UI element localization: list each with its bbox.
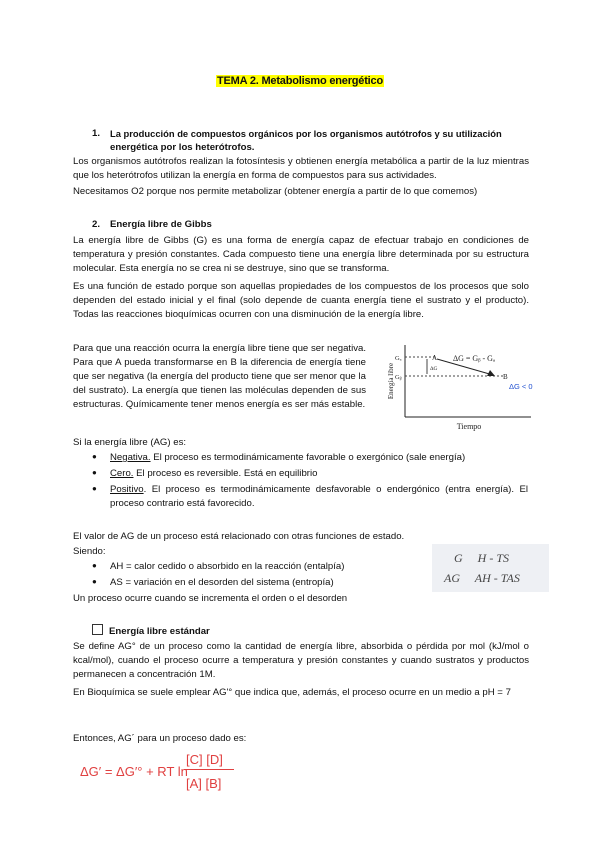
gibbs-sign-list (90, 451, 528, 511)
title-text: TEMA 2. Metabolismo energético (217, 75, 383, 87)
graph-dg-negative: ΔG < 0 (509, 382, 533, 391)
list-item (90, 467, 528, 481)
section2-number: 2. (92, 219, 101, 230)
section3-paragraph2: En Bioquímica se suele emplear AG'° que indica que, además, el proceso ocurre en un medio a pH = 7 (73, 687, 511, 698)
section3-paragraph3: Entonces, AG´ para un proceso dado es: (73, 733, 247, 744)
section1-heading (110, 127, 528, 155)
section1-paragraph2: Necesitamos O2 porque nos permite metabolizar (obtener energía a partir de lo que comemos) (73, 186, 478, 197)
list-item (90, 451, 528, 465)
equation-line1: G H - TS (454, 551, 510, 565)
graph-x-label: Tiempo (456, 422, 482, 431)
section3-heading-text: Energía libre estándar (109, 626, 210, 637)
list-item-text: El proceso es reversible. Está en equilibrio (133, 467, 318, 479)
equation-line2: AG AH - TAS (444, 571, 520, 585)
formula-lhs: ΔG′ = ΔG′° + RT ln (80, 764, 188, 779)
section2-paragraph2: Es una función de estado porque son aquellas propiedades de los compuestos de los procesos que solo dependen del estado inicial y el final (solo depende de cuanta energía tiene el sustrato y el producto). Todas las reacciones bioquímicas ocurren con una disminución de la energía libre. (73, 281, 529, 320)
section1-paragraph1: Los organismos autótrofos realizan la fotosíntesis y obtienen energía metabólica a partir de la luz mientras que los heterótrofos utilizan la energía en forma de compuestos para sus actividades. (73, 156, 529, 181)
formula-fraction-bar (184, 769, 234, 770)
graph-b-label: B (503, 373, 508, 381)
list-item-term: Positivo (110, 483, 144, 495)
list-item-text: . El proceso es termodinámicamente desfavorable o endergónico (entra energía). El proceso contrario está favorecido. (110, 483, 528, 509)
section1-heading-line2: energética por los heterótrofos. (110, 141, 255, 153)
gibbs-equations-box (432, 544, 549, 592)
section3-paragraph1: Se define AG° de un proceso como la cantidad de energía libre, absorbida o pérdida por mol (kJ/mol o kcal/mol), cuando el proceso ocurre a temperatura y presión constantes y cuando sustratos y productos permanecen a concentración 1M. (73, 641, 529, 680)
section2-paragraph4: El valor de AG de un proceso está relacionado con otras funciones de estado. (73, 531, 405, 542)
siendo-label: Siendo: (73, 546, 106, 557)
list-intro: Si la energía libre (AG) es: (73, 437, 187, 448)
graph-ga-label: Gₐ (395, 355, 402, 362)
section1-number: 1. (92, 128, 101, 139)
section2-heading: Energía libre de Gibbs (110, 219, 212, 230)
graph-arrowhead (487, 370, 495, 376)
section2-paragraph3: Para que una reacción ocurra la energía libre tiene que ser negativa. Para que A pueda transformarse en B la diferencia de energía tiene que ser negativa (la energía del producto tiene que ser menor que la del sustrato). La energía que tienen las moléculas dependen de sus estructuras. Químicamente tener menos energía es ser más estable. (73, 343, 366, 410)
section2-paragraph5: Un proceso ocurre cuando se incrementa el orden o el desorden (73, 593, 348, 604)
section2-paragraph1: La energía libre de Gibbs (G) es una forma de energía capaz de efectuar trabajo en condiciones de temperatura y presión constantes. Cada compuesto tiene una energía libre determinada por su estructura molecular. Esta energía no se crea ni se destruye, sino que se transforma. (73, 235, 529, 274)
list-item-text: El proceso es termodinámicamente favorable o exergónico (sale energía) (150, 452, 466, 463)
graph-gb-label: Gᵦ (395, 374, 402, 381)
page-title (0, 74, 600, 90)
graph-dg-label: ΔG (430, 366, 438, 372)
list-item-term: Cero. (110, 467, 134, 479)
formula-numerator: [C] [D] (186, 752, 223, 767)
free-energy-graph (383, 339, 545, 437)
checkbox-icon (92, 624, 103, 635)
graph-y-label: Energía libre (387, 362, 395, 400)
list-item: ● AH = calor cedido o absorbido en la reacción (entalpía) (90, 560, 420, 574)
graph-a-label: A (432, 354, 438, 362)
graph-formula: ΔG = Gᵦ - Gₐ (453, 354, 496, 363)
list-item-term: Negativa. (110, 452, 151, 463)
list-item: ● AS = variación en el desorden del sistema (entropía) (90, 576, 420, 590)
list-item (90, 483, 528, 511)
section3-heading (92, 624, 210, 639)
state-definitions-list (90, 560, 420, 590)
formula-denominator: [A] [B] (186, 776, 222, 791)
section1-heading-line1: La producción de compuestos orgánicos por los organismos autótrofos y su utilización (110, 128, 502, 139)
